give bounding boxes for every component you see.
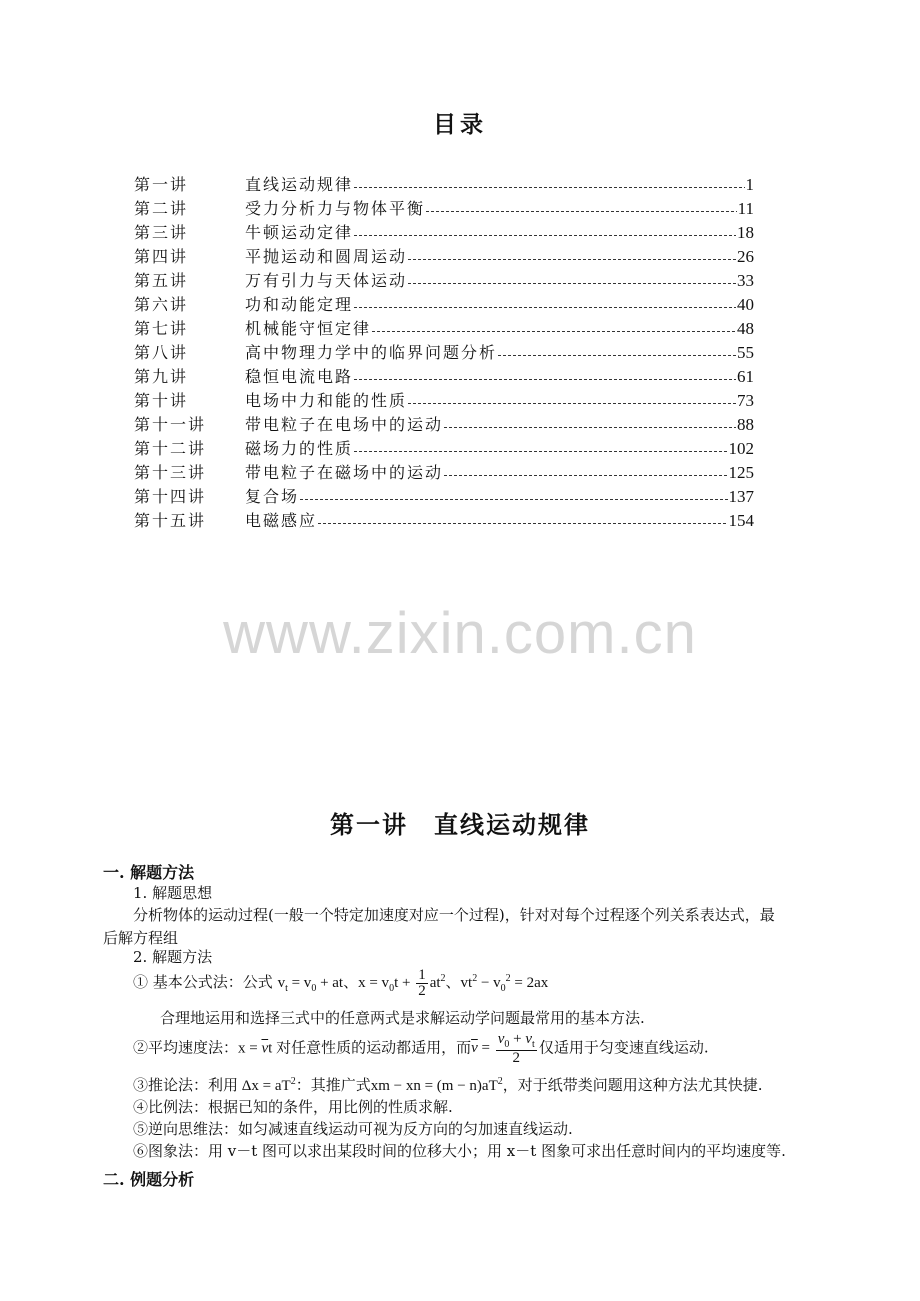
method-text: 对任意性质的运动都适用，而 — [276, 1038, 472, 1057]
toc-leader — [372, 331, 736, 332]
toc-entry[interactable] — [134, 484, 754, 508]
toc-page-number: 48 — [737, 319, 754, 338]
toc-entry[interactable] — [134, 436, 754, 460]
toc-lecture-number: 第五讲 — [134, 271, 189, 290]
toc-leader — [354, 451, 727, 452]
toc-lecture-title: 机械能守恒定律 — [245, 319, 372, 338]
formula: xm − xn = $(m - n)aT^2$ — [370, 1076, 503, 1094]
subheading-idea: 1. 解题思想 — [133, 884, 213, 902]
toc-entry[interactable] — [134, 316, 754, 340]
toc-leader — [354, 379, 736, 380]
toc-lecture-number: 第八讲 — [134, 343, 189, 362]
toc-page-number: 26 — [737, 247, 754, 266]
paragraph-line: 后解方程组 — [103, 929, 179, 947]
toc-lecture-number: 第十三讲 — [134, 463, 207, 482]
toc-lecture-number: 第四讲 — [134, 247, 189, 266]
watermark: www.zixin.com.cn — [223, 601, 697, 666]
toc-lecture-title: 电场中力和能的性质 — [245, 391, 408, 410]
toc-page-number: 11 — [737, 199, 754, 218]
method-label: ②平均速度法： — [133, 1038, 239, 1057]
toc-page-number: 40 — [737, 295, 754, 314]
method-4: ④比例法：根据已知的条件，用比例的性质求解. — [133, 1098, 453, 1116]
toc-lecture-title: 受力分析力与物体平衡 — [245, 199, 426, 218]
toc-page-number: 73 — [737, 391, 754, 410]
toc-leader — [408, 259, 736, 260]
toc-leader — [408, 283, 736, 284]
toc-page-number: 102 — [728, 439, 754, 458]
toc-lecture-number: 第三讲 — [134, 223, 189, 242]
toc-lecture-title: 直线运动规律 — [245, 175, 354, 194]
toc-leader — [498, 355, 736, 356]
toc-lecture-number: 第七讲 — [134, 319, 189, 338]
toc-entry[interactable] — [134, 292, 754, 316]
toc-leader — [318, 523, 727, 524]
toc-lecture-number: 第十五讲 — [134, 511, 207, 530]
toc-entry[interactable] — [134, 508, 754, 532]
toc-leader — [426, 211, 737, 212]
toc-lecture-title: 万有引力与天体运动 — [245, 271, 408, 290]
toc-lecture-title: 平抛运动和圆周运动 — [245, 247, 408, 266]
toc-entry[interactable] — [134, 412, 754, 436]
toc-page-number: 1 — [745, 175, 754, 194]
toc-lecture-number: 第九讲 — [134, 367, 189, 386]
toc-lecture-number: 第一讲 — [134, 175, 189, 194]
toc-entry[interactable] — [134, 244, 754, 268]
toc-entry[interactable] — [134, 172, 754, 196]
toc-lecture-title: 牛顿运动定律 — [245, 223, 354, 242]
toc-lecture-title: 稳恒电流电路 — [245, 367, 354, 386]
section-heading-methods: 一. 解题方法 — [103, 863, 195, 882]
formula: $\overline{v}$ = $\frac{v_0 + v_t}{2}$ — [471, 1031, 535, 1066]
method-3 — [133, 1074, 763, 1095]
toc-lecture-number: 第六讲 — [134, 295, 189, 314]
toc-page-number: 88 — [737, 415, 754, 434]
toc-lecture-title: 复合场 — [245, 487, 300, 506]
toc-lecture-number: 第二讲 — [134, 199, 189, 218]
toc-lecture-number: 第十四讲 — [134, 487, 207, 506]
toc-lecture-title: 带电粒子在电场中的运动 — [245, 415, 444, 434]
toc-lecture-title: 磁场力的性质 — [245, 439, 354, 458]
formula: $x = \overline{v}t$ — [238, 1040, 277, 1057]
paragraph-line: 分析物体的运动过程(一般一个特定加速度对应一个过程)，针对对每个过程逐个列关系表达式，最 — [133, 906, 775, 924]
formula: $v_t = v_0$ + at、$x = v_0t$ + $\frac{1}{2}$ $at^2$、$vt^2 - v_0^2 = 2ax$ — [277, 967, 549, 999]
toc-entry[interactable] — [134, 196, 754, 220]
method-1-note: 合理地运用和选择三式中的任意两式是求解运动学问题最常用的基本方法. — [160, 1009, 645, 1027]
toc-lecture-number: 第十讲 — [134, 391, 189, 410]
toc-page-number: 154 — [728, 511, 754, 530]
toc-leader — [354, 235, 736, 236]
method-5: ⑤逆向思维法：如匀减速直线运动可视为反方向的匀加速直线运动. — [133, 1120, 573, 1138]
toc-page-number: 18 — [737, 223, 754, 242]
toc-page-number: 33 — [737, 271, 754, 290]
toc-lecture-title: 电磁感应 — [245, 511, 318, 530]
toc-leader — [408, 403, 736, 404]
section-heading-examples: 二. 例题分析 — [103, 1170, 195, 1189]
toc-entry[interactable] — [134, 268, 754, 292]
method-label: ① 基本公式法：公式 — [133, 972, 273, 991]
chapter-title: 第一讲 直线运动规律 — [330, 810, 590, 839]
toc-page-number: 137 — [728, 487, 754, 506]
method-label: ③推论法：利用 — [133, 1076, 239, 1094]
toc-leader — [354, 187, 744, 188]
toc-page-number: 61 — [737, 367, 754, 386]
toc-lecture-title: 功和动能定理 — [245, 295, 354, 314]
toc-page-number: 55 — [737, 343, 754, 362]
toc-leader — [444, 475, 727, 476]
method-6: ⑥图象法：用 v－t 图可以求出某段时间的位移大小；用 x－t 图象可求出任意时间内的平均速度等. — [133, 1142, 786, 1160]
method-1 — [133, 968, 548, 999]
toc-lecture-number: 第十一讲 — [134, 415, 207, 434]
toc-entry[interactable] — [134, 460, 754, 484]
toc-entry[interactable] — [134, 340, 754, 364]
toc-title: 目录 — [433, 111, 487, 138]
method-text: ：其推广式 — [295, 1076, 371, 1094]
toc-entry[interactable] — [134, 388, 754, 412]
toc-leader — [444, 427, 736, 428]
toc-lecture-title: 带电粒子在磁场中的运动 — [245, 463, 444, 482]
method-text: 仅适用于匀变速直线运动. — [538, 1038, 709, 1057]
toc-entry[interactable] — [134, 220, 754, 244]
toc-lecture-title: 高中物理力学中的临界问题分析 — [245, 343, 498, 362]
subheading-methods: 2. 解题方法 — [133, 948, 213, 966]
method-text: ，对于纸带类问题用这种方法尤其快捷. — [502, 1076, 763, 1094]
toc-lecture-number: 第十二讲 — [134, 439, 207, 458]
method-2 — [133, 1032, 709, 1066]
toc-page-number: 125 — [728, 463, 754, 482]
toc-entry[interactable] — [134, 364, 754, 388]
toc-leader — [300, 499, 727, 500]
toc-leader — [354, 307, 736, 308]
formula: $\Delta x = aT^2$ — [238, 1076, 296, 1094]
